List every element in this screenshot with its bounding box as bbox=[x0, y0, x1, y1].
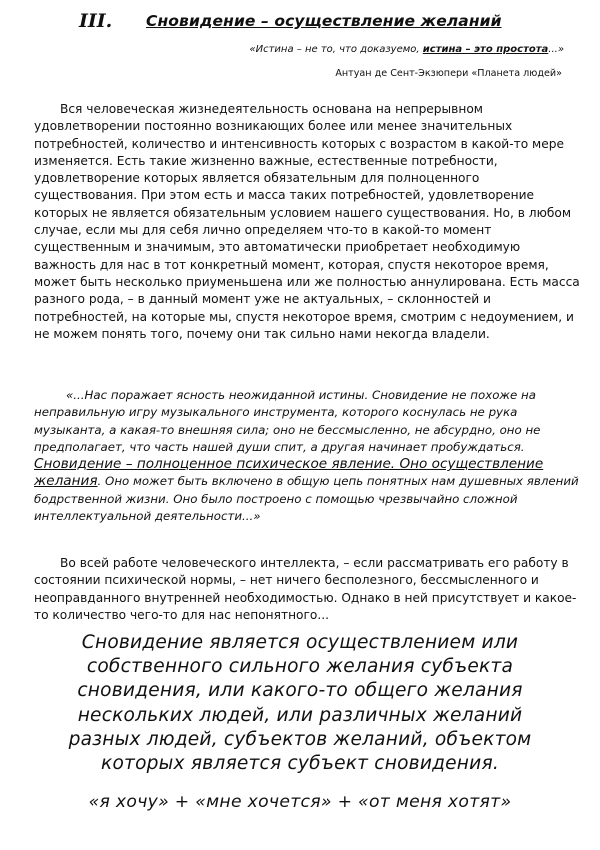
formula-line: «я хочу» + «мне хочется» + «от меня хотят» bbox=[88, 792, 512, 812]
epigraph bbox=[249, 44, 564, 55]
epigraph-author: Антуан де Сент-Экзюпери «Планета людей» bbox=[335, 68, 562, 79]
quote-highlight: Сновидение – полноценное психическое явление. Оно осуществление желания bbox=[34, 456, 544, 490]
block-quote bbox=[34, 387, 586, 525]
body-paragraph-1: Вся человеческая жизнедеятельность основана на непрерывном удовлетворении постоянно возникающих более или менее значительных потребностей, количество и интенсивность которых с возрастом в какой-то мере изменяется. Есть такие жизненно важные, естественные потребности, удовлетворение которых является обязательным для полноценного существования. При этом есть и масса таких потребностей, удовлетворение которых не является обязательным условием нашего существования. Но, в любом случае, если мы для себя лично определяем что-то в какой-то момент существенным и значимым, это автоматически приобретает необходимую важность для нас в тот конкретный момент, которая, спустя некоторое время, может быть несколько приуменьшена или же полностью аннулирована. Есть масса разного рода, – в данный момент уже не актуальных, – склонностей и потребностей, на которые мы, спустя некоторое время, смотрим с недоумением, и не можем понять того, почему они так сильно нами некогда владели. bbox=[34, 102, 580, 341]
epigraph-emphasis: истина – это простота bbox=[422, 44, 549, 55]
chapter-heading bbox=[0, 10, 600, 36]
quote-text-1: «...Нас поражает ясность неожиданной истины. Сновидение не похоже на неправильную игру музыкального инструмента, которого коснулась не рука музыканта, а какая-то внешняя сила; оно не бессмысленно, не абсурдно, оно не предполагает, что часть нашей души спит, а другая начинает пробуждаться. bbox=[34, 388, 541, 454]
chapter-number: III. bbox=[79, 10, 113, 32]
key-statement: Сновидение является осуществлением или собственного сильного желания субъекта сновидения, или какого-то общего желания нескольких людей, или различных желаний разных людей, субъектов желаний, объектом которых является субъект сновидения. bbox=[68, 632, 532, 775]
chapter-title: Сновидение – осуществление желаний bbox=[146, 12, 502, 30]
quote-text-2: . Оно может быть включено в общую цепь понятных нам душевных явлений бодрственной жизни. Оно было построено с помощью чрезвычайно сложной интеллектуальной деятельности...» bbox=[34, 474, 579, 524]
body-paragraph-2: Во всей работе человеческого интеллекта, – если рассматривать его работу в состоянии психической нормы, – нет ничего бесполезного, бессмысленного и неоправданного внутренней необходимостью. Однако в ней присутствует и какое-то количество чего-то для нас непонятного... bbox=[34, 556, 577, 622]
epigraph-close: ...» bbox=[548, 44, 564, 55]
epigraph-open: «Истина – не то, что доказуемо, bbox=[249, 44, 423, 55]
